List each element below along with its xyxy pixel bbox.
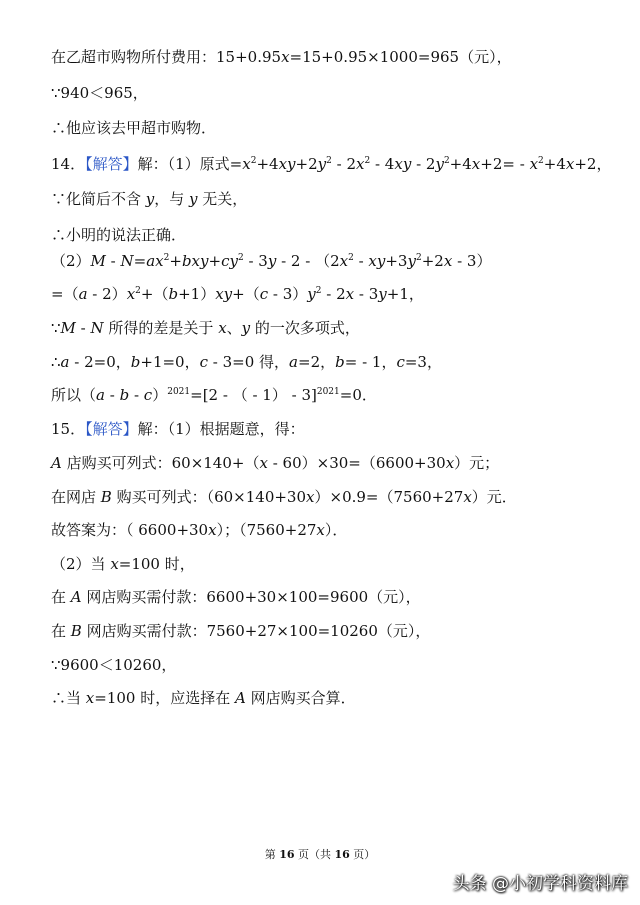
- text-line-8: $=(a - 2)x^2+(b+1)xy+(c - 3)y^2 - 2x - 3y+1$，: [51, 285, 424, 303]
- text-line-4: 14．【解答】解：（1）原式$=x^2+4xy+2y^2 - 2x^2 - 4xy - 2y^2+4x+2= - x^2+4x+2$，: [51, 155, 612, 173]
- page-number: 16: [279, 848, 295, 861]
- text-line-14: 在网店 B 购买可列式：（60×140+30x）×0.9=（7560+27x）元．: [51, 488, 517, 506]
- text-line-18: 在 B 网店购买需付款：7560+27×100=10260（元），: [51, 622, 431, 640]
- page-total: 16: [334, 848, 350, 861]
- text-line-13: A 店购买可列式：60×140+（x - 60）×30=（6600+30x）元；: [51, 454, 500, 472]
- text-line-7: $(2)M - N=ax^2+bxy+cy^2 - 3y - 2 - (2x^2 - xy+3y^2+2x - 3)$: [51, 252, 492, 270]
- text-line-15: 故答案为：（ 6600+30x）；（7560+27x）．: [51, 521, 348, 539]
- text-line-20: ∴当 x=100 时，应选择在 A 网店购买合算．: [51, 689, 356, 707]
- text-line-17: 在 A 网店购买需付款：6600+30×100=9600（元），: [51, 588, 421, 606]
- text-line-16: （2）当 x=100 时，: [51, 555, 195, 573]
- answer-tag: 【解答】: [85, 420, 138, 438]
- text-line-5: ∵化简后不含 y，与 y 无关，: [51, 190, 248, 208]
- text-line-10: ∴a - 2=0，b+1=0，c - 3=0 得，a=2，b= - 1，c=3，: [51, 353, 442, 371]
- watermark: 头条 @小初学科资料库: [452, 874, 628, 894]
- text-line-12: 15．【解答】解：（1）根据题意，得：: [51, 420, 305, 438]
- text-line-9: ∵M - N 所得的差是关于 x、y 的一次多项式，: [51, 319, 360, 337]
- answer-tag: 【解答】: [85, 155, 138, 173]
- text-line-2: ∵940＜965，: [51, 84, 148, 102]
- text-line-6: ∴小明的说法正确．: [51, 226, 187, 244]
- text-line-19: ∵9600＜10260，: [51, 656, 177, 674]
- page-footer: 第 16 页（共 16 页）: [264, 848, 376, 861]
- text-line-11: 所以（a - b - c）$^{2021}$=[2 - （ - 1） - 3]$^{2021}$=0．: [51, 386, 377, 404]
- text-line-3: ∴他应该去甲超市购物．: [51, 119, 217, 137]
- text-line-1: 在乙超市购物所付费用：15+0.95x=15+0.95×1000=965（元），: [51, 48, 512, 66]
